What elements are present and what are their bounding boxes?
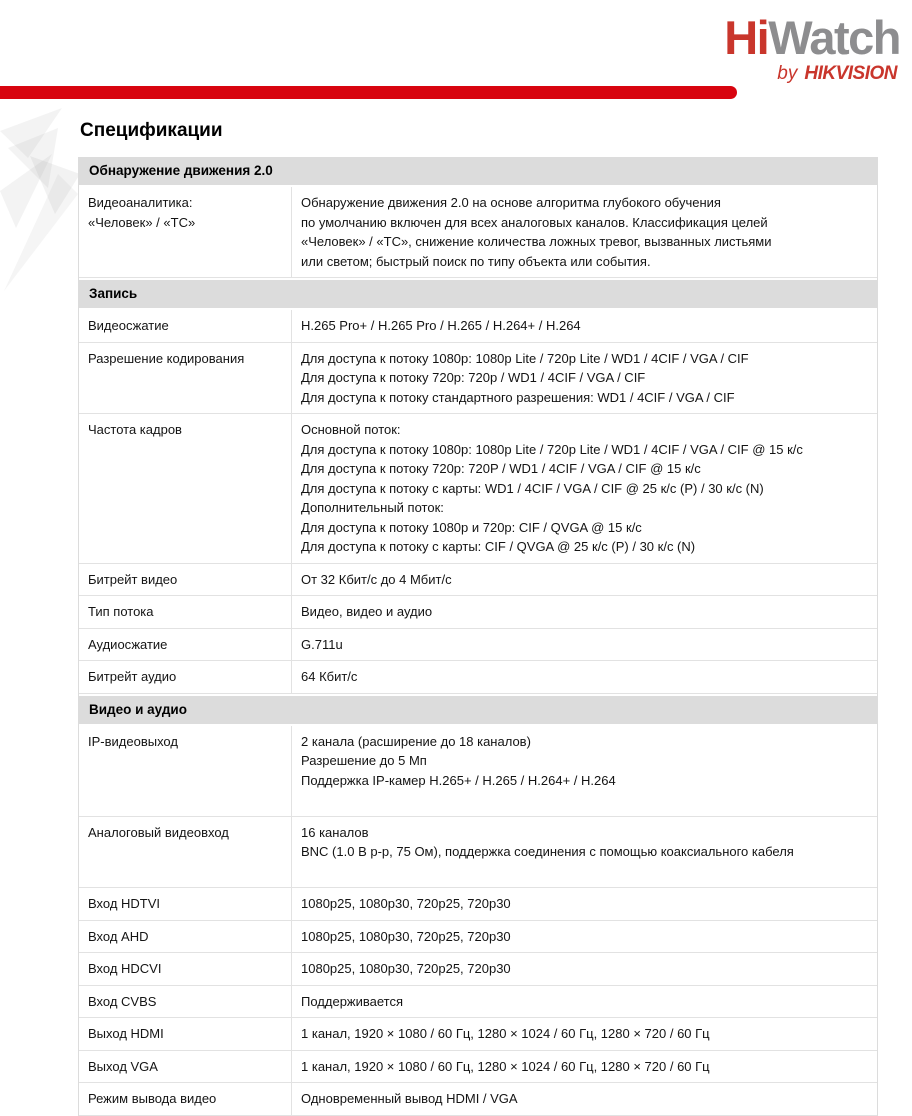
spec-label-line: Вход CVBS: [88, 993, 157, 1009]
spec-label-line: Тип потока: [88, 604, 154, 619]
spec-value: [291, 564, 877, 596]
spec-value: [291, 414, 877, 563]
spec-value: [291, 817, 877, 888]
spec-label: [79, 921, 291, 953]
hiwatch-logo-byline: [724, 64, 900, 83]
spec-label: [79, 187, 291, 277]
spec-value-line: или светом; быстрый поиск по типу объекта или события.: [301, 253, 651, 269]
spec-value-line: 2 канала (расширение до 18 каналов): [301, 733, 531, 749]
spec-label-line: Разрешение кодирования: [88, 350, 245, 366]
spec-value-line: Основной поток:: [301, 422, 401, 437]
spec-label: [79, 726, 291, 816]
table-row: [79, 629, 877, 662]
table-row: [79, 596, 877, 629]
table-row: [79, 888, 877, 921]
spec-value-line: Для доступа к потоку с карты: WD1 / 4CIF / VGA / CIF @ 25 к/с (P) / 30 к/с (N): [301, 480, 764, 496]
spec-label: [79, 661, 291, 693]
spec-value-line: Одновременный вывод HDMI / VGA: [301, 1091, 518, 1106]
spec-value: [291, 661, 877, 693]
header-accent-bar: [0, 86, 737, 99]
spec-value-line: Поддерживается: [301, 993, 404, 1009]
spec-label-line: «Человек» / «ТС»: [88, 214, 196, 230]
table-row: [79, 921, 877, 954]
spec-label: [79, 629, 291, 661]
table-row: [79, 564, 877, 597]
spec-value-line: Поддержка IP-камер H.265+ / H.265 / H.264+ / H.264: [301, 772, 616, 788]
spec-value-line: «Человек» / «ТС», снижение количества ложных тревог, вызванных листьями: [301, 234, 772, 249]
table-row: [79, 187, 877, 278]
table-row: [79, 310, 877, 343]
spec-value: [291, 1018, 877, 1050]
table-row: [79, 661, 877, 694]
spec-value-line: Для доступа к потоку 1080p и 720p: CIF / QVGA @ 15 к/с: [301, 519, 642, 535]
spec-value: [291, 343, 877, 414]
spec-value-line: 1 канал, 1920 × 1080 / 60 Гц, 1280 × 1024 / 60 Гц, 1280 × 720 / 60 Гц: [301, 1058, 710, 1074]
logo-watch-text: Watch: [768, 11, 900, 64]
hiwatch-logo: [724, 11, 900, 84]
section-header: Видео и аудио: [79, 696, 877, 724]
spec-label-line: Режим вывода видео: [88, 1091, 217, 1106]
spec-value-line: по умолчанию включен для всех аналоговых каналов. Классификация целей: [301, 214, 768, 230]
spec-value: [291, 187, 877, 277]
table-row: [79, 986, 877, 1019]
spec-value-line: [301, 790, 868, 810]
spec-value-line: BNC (1.0 В p-p, 75 Ом), поддержка соединения с помощью коаксиального кабеля: [301, 844, 794, 859]
spec-label: [79, 1051, 291, 1083]
spec-label: [79, 310, 291, 342]
table-row: [79, 1018, 877, 1051]
spec-value-line: Дополнительный поток:: [301, 500, 444, 515]
logo-hi-text: Hi: [724, 11, 769, 64]
page-title: Спецификации: [80, 120, 223, 141]
spec-value: [291, 888, 877, 920]
spec-value-line: Для доступа к потоку 720p: 720P / WD1 / 4CIF / VGA / CIF @ 15 к/с: [301, 461, 701, 476]
spec-label: [79, 817, 291, 888]
main-content: [78, 120, 878, 1116]
spec-label: [79, 888, 291, 920]
table-row: [79, 343, 877, 415]
spec-label: [79, 953, 291, 985]
spec-label: [79, 986, 291, 1018]
spec-label-line: Частота кадров: [88, 422, 182, 437]
spec-label: [79, 343, 291, 414]
spec-value-line: 1080p25, 1080p30, 720p25, 720p30: [301, 928, 511, 944]
spec-value: [291, 596, 877, 628]
spec-label-line: IP-видеовыход: [88, 733, 178, 749]
spec-value-line: Для доступа к потоку 1080p: 1080p Lite / 720p Lite / WD1 / 4CIF / VGA / CIF @ 15 к/с: [301, 441, 803, 457]
spec-label: [79, 1018, 291, 1050]
spec-value-line: G.711u: [301, 636, 343, 652]
spec-value-line: Видео, видео и аудио: [301, 604, 433, 619]
table-row: [79, 1083, 877, 1116]
table-row: [79, 953, 877, 986]
spec-value: [291, 1083, 877, 1115]
spec-value-line: От 32 Кбит/с до 4 Мбит/с: [301, 571, 452, 587]
spec-value-line: H.265 Pro+ / H.265 Pro / H.265 / H.264+ / H.264: [301, 318, 581, 333]
spec-value: [291, 953, 877, 985]
spec-label-line: Видеоаналитика:: [88, 195, 193, 210]
spec-value: [291, 921, 877, 953]
spec-value-line: [301, 862, 868, 882]
spec-label-line: Выход HDMI: [88, 1026, 164, 1041]
spec-value-line: 1 канал, 1920 × 1080 / 60 Гц, 1280 × 1024 / 60 Гц, 1280 × 720 / 60 Гц: [301, 1026, 710, 1041]
spec-label-line: Вход HDTVI: [88, 896, 161, 911]
spec-value-line: Обнаружение движения 2.0 на основе алгоритма глубокого обучения: [301, 195, 721, 210]
spec-label-line: Битрейт аудио: [88, 669, 177, 684]
table-row: [79, 817, 877, 889]
section-header: Запись: [79, 280, 877, 308]
logo-hikvision-text: HIKVISION: [804, 63, 897, 84]
table-row: [79, 1051, 877, 1084]
spec-value-line: 64 Кбит/с: [301, 669, 358, 684]
spec-value: [291, 1051, 877, 1083]
spec-label: [79, 596, 291, 628]
spec-label: [79, 414, 291, 563]
spec-value-line: Для доступа к потоку 720p: 720p / WD1 / 4CIF / VGA / CIF: [301, 370, 646, 385]
spec-label-line: Выход VGA: [88, 1058, 158, 1074]
spec-value: [291, 310, 877, 342]
spec-table: [78, 157, 878, 1116]
table-row: [79, 726, 877, 817]
spec-value-line: Разрешение до 5 Мп: [301, 753, 427, 768]
spec-label-line: Вход AHD: [88, 928, 149, 944]
logo-by-text: by: [777, 63, 798, 84]
spec-value-line: Для доступа к потоку с карты: CIF / QVGA @ 25 к/с (P) / 30 к/с (N): [301, 539, 696, 554]
spec-value-line: 1080p25, 1080p30, 720p25, 720p30: [301, 896, 511, 911]
spec-value-line: Для доступа к потоку 1080p: 1080p Lite / 720p Lite / WD1 / 4CIF / VGA / CIF: [301, 350, 749, 366]
hiwatch-logo-wordmark: [724, 11, 900, 64]
spec-label: [79, 564, 291, 596]
spec-value: [291, 629, 877, 661]
spec-label-line: Аудиосжатие: [88, 636, 168, 652]
spec-value: [291, 726, 877, 816]
spec-label-line: Видеосжатие: [88, 318, 169, 333]
table-row: [79, 414, 877, 564]
section-header: Обнаружение движения 2.0: [79, 157, 877, 185]
spec-value-line: 16 каналов: [301, 824, 369, 840]
spec-value-line: Для доступа к потоку стандартного разрешения: WD1 / 4CIF / VGA / CIF: [301, 389, 735, 405]
spec-value: [291, 986, 877, 1018]
spec-label-line: Аналоговый видеовход: [88, 824, 229, 840]
spec-value-line: 1080p25, 1080p30, 720p25, 720p30: [301, 961, 511, 976]
spec-label-line: Вход HDCVI: [88, 961, 162, 976]
spec-label-line: Битрейт видео: [88, 571, 178, 587]
spec-label: [79, 1083, 291, 1115]
